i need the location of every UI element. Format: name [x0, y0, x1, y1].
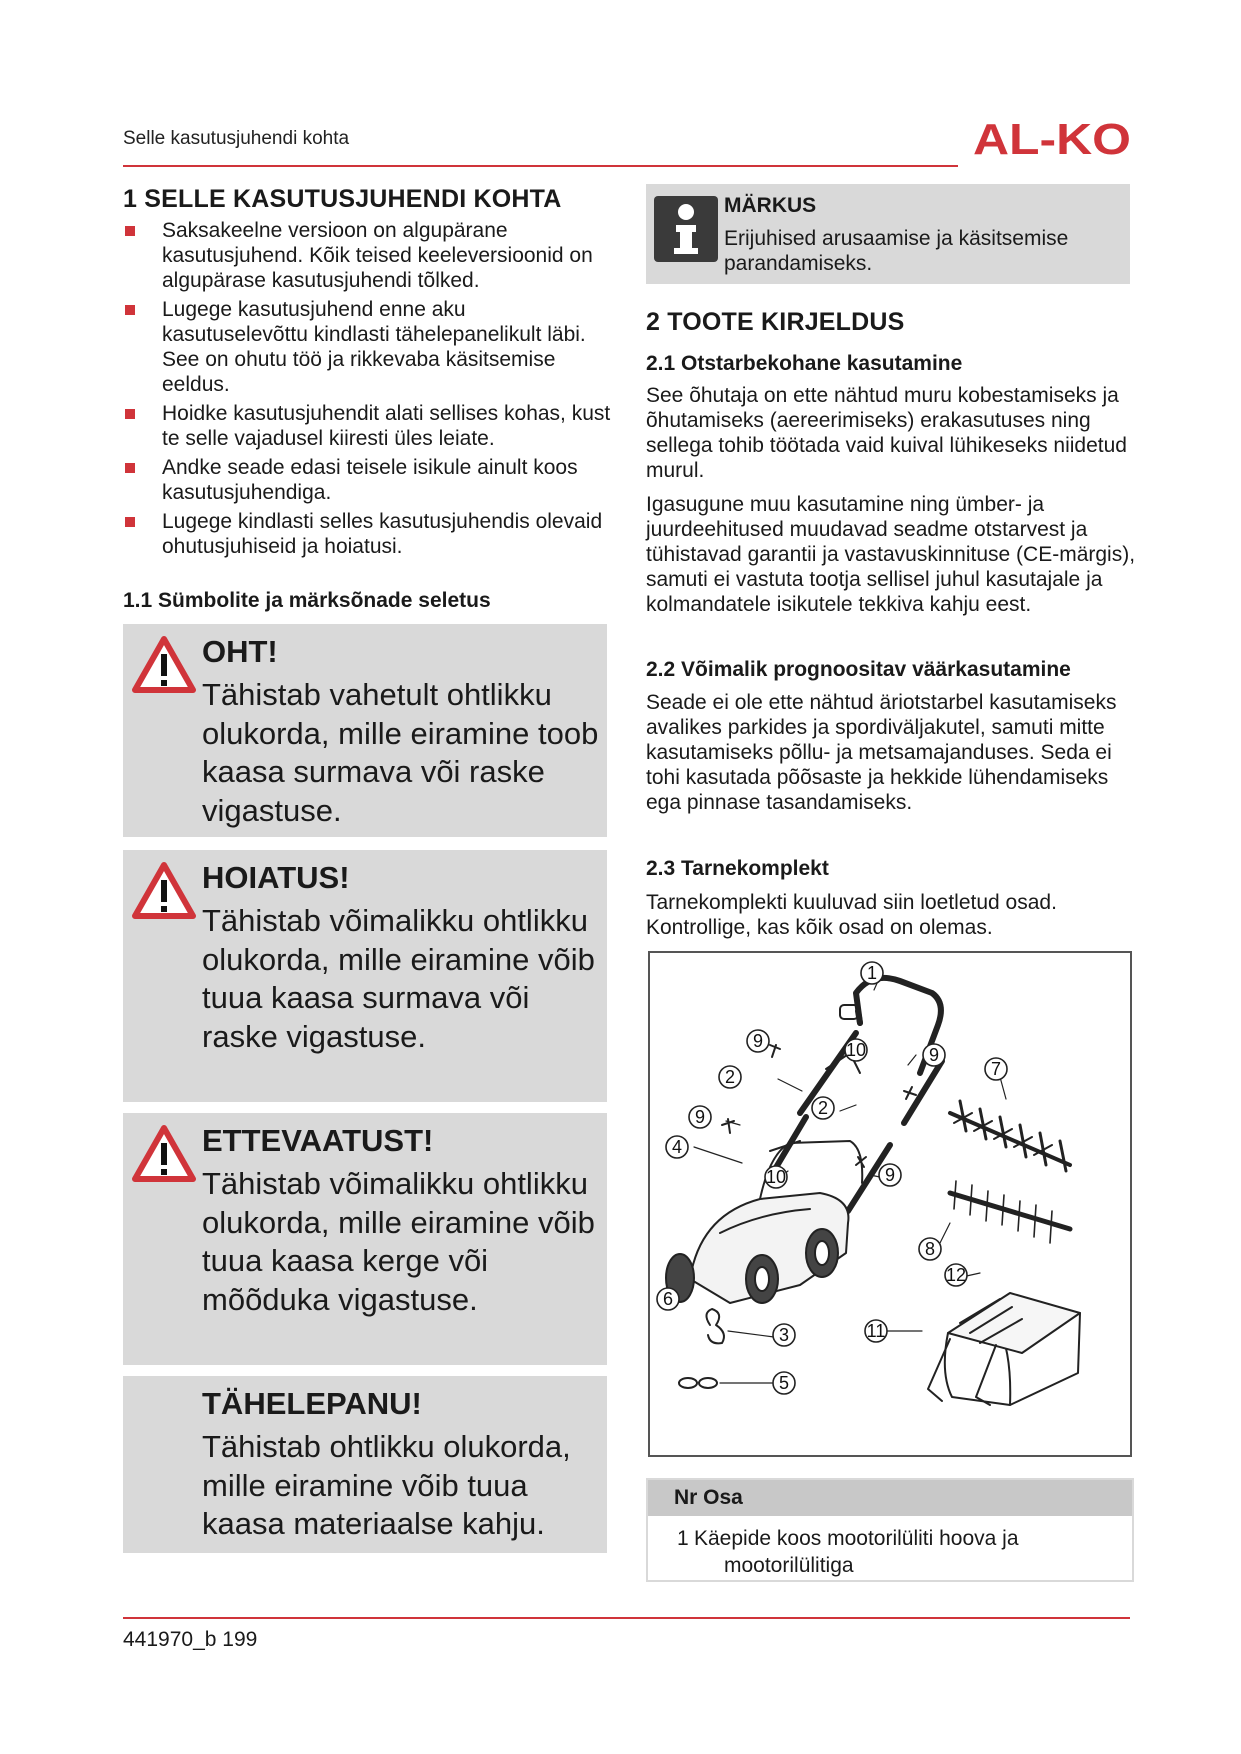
note-title: MÄRKUS: [724, 194, 817, 217]
list-item: Lugege kasutusjuhend enne aku kasutuselevõttu kindlasti tähelepanelikult läbi. See on ohutu töö ja rikkevaba käsitsemise eeldus.: [123, 297, 613, 397]
svg-text:10: 10: [845, 1040, 867, 1060]
note-text: Erijuhised arusaamise ja käsitsemise parandamiseks.: [724, 227, 1069, 275]
callout-7: [985, 1058, 1007, 1080]
paragraph: Seade ei ole ette nähtud äriotstarbel kasutamiseks avalikes parkides ja spordiväljakutel, samuti mitte kasutamiseks põllu- ja metsamajanduses. Seda ei tohi kasutada põõsaste ja hekkide lühendamiseks ega pinnase tasandamiseks.: [646, 691, 1117, 814]
warning-triangle-icon: [131, 1123, 197, 1185]
part-number: 1: [677, 1527, 689, 1550]
warning-box-caution: [123, 1113, 607, 1365]
section-1-title: 1 SELLE KASUTUSJUHENDI KOHTA: [123, 185, 562, 213]
intro-bullet-list: [123, 218, 613, 563]
section-2-title: 2 TOOTE KIRJELDUS: [646, 308, 905, 336]
warning-text: Tähistab võimalikku ohtlikku olukorda, mille eiramine võib tuua kaasa surmava või raske vigastuse.: [202, 903, 595, 1054]
svg-text:10: 10: [765, 1167, 787, 1187]
list-item: Lugege kindlasti selles kasutusjuhendis olevaid ohutusjuhiseid ja hoiatusi.: [123, 509, 613, 559]
list-item: Hoidke kasutusjuhendit alati sellises kohas, kust te selle vajadusel kiiresti üles leiate.: [123, 401, 613, 451]
scarifier-exploded-view: [650, 953, 1130, 1455]
paragraph: See õhutaja on ette nähtud muru kobestamiseks ja õhutamiseks (aereerimiseks) erakasutuses ning sellega tohib töötada vaid kuival lühikeseks niidetud murul.: [646, 384, 1127, 482]
warning-title: OHT!: [202, 634, 278, 669]
callout-9: [923, 1044, 945, 1066]
svg-text:6: 6: [662, 1289, 674, 1309]
svg-text:9: 9: [884, 1165, 896, 1185]
svg-text:12: 12: [945, 1265, 967, 1285]
warning-text: Tähistab võimalikku ohtlikku olukorda, mille eiramine võib tuua kaasa kerge või mõõduka vigastuse.: [202, 1166, 595, 1317]
brand-wordmark: AL-KO: [973, 115, 1131, 160]
warning-triangle-icon: [131, 860, 197, 922]
callout-4: [666, 1136, 688, 1158]
callout-9: [689, 1106, 711, 1128]
warning-box-notice: [123, 1376, 607, 1553]
svg-text:5: 5: [778, 1373, 790, 1393]
callout-2: [719, 1066, 741, 1088]
callout-9: [879, 1164, 901, 1186]
subsection-2-1-title: 2.1 Otstarbekohane kasutamine: [646, 352, 963, 375]
table-header: Nr Osa: [648, 1480, 1132, 1516]
warning-text: Tähistab ohtlikku olukorda, mille eiramine võib tuua kaasa materiaalse kahju.: [202, 1429, 571, 1541]
callout-2: [812, 1097, 834, 1119]
warning-box-warning: [123, 850, 607, 1102]
parts-illustration: [648, 951, 1132, 1457]
page-number: 441970_b 199: [123, 1628, 258, 1651]
callout-1: [861, 962, 883, 984]
callout-11: [865, 1320, 887, 1342]
callout-5: [773, 1372, 795, 1394]
part-name-line: mootorilülitiga: [724, 1554, 854, 1577]
svg-text:7: 7: [990, 1059, 1002, 1079]
footer-rule: [123, 1617, 1130, 1619]
callout-9: [747, 1030, 769, 1052]
svg-text:9: 9: [694, 1107, 706, 1127]
warning-title: HOIATUS!: [202, 860, 350, 895]
parts-table: [646, 1478, 1134, 1582]
list-item: Saksakeelne versioon on algupärane kasutusjuhend. Kõik teised keeleversioonid on algupärase kasutusjuhendi tõlked.: [123, 218, 613, 293]
part-name-line: Käepide koos mootorilüliti hoova ja: [694, 1527, 1019, 1550]
header-rule: [123, 165, 958, 167]
note-box: [646, 184, 1130, 284]
paragraph: Igasugune muu kasutamine ning ümber- ja juurdeehitused muudavad seadme otstarvest ja tühistavad garantii ja vastavuskinnituse (CE-märgis), samuti ei vastuta tootja sellisel juhul kasutajale ja kolmandatele isikutele tekkiva kahju eest.: [646, 493, 1136, 616]
callout-12: [945, 1264, 967, 1286]
warning-title: TÄHELEPANU!: [202, 1386, 422, 1421]
paragraph: Tarnekomplekti kuuluvad siin loetletud osad. Kontrollige, kas kõik osad on olemas.: [646, 891, 1057, 939]
callout-3: [773, 1324, 795, 1346]
running-header: Selle kasutusjuhendi kohta: [123, 128, 350, 149]
subsection-2-2-title: 2.2 Võimalik prognoositav väärkasutamine: [646, 658, 1071, 681]
list-item: Andke seade edasi teisele isikule ainult koos kasutusjuhendiga.: [123, 455, 613, 505]
svg-text:8: 8: [924, 1239, 936, 1259]
svg-text:11: 11: [866, 1321, 886, 1341]
warning-text: Tähistab vahetult ohtlikku olukorda, mille eiramine toob kaasa surmava või raske vigastuse.: [202, 677, 599, 828]
svg-text:9: 9: [928, 1045, 940, 1065]
svg-text:2: 2: [817, 1098, 829, 1118]
callout-6: [657, 1288, 679, 1310]
subsection-1-1-title: 1.1 Sümbolite ja märksõnade seletus: [123, 589, 491, 612]
warning-triangle-icon: [131, 634, 197, 696]
table-row: [648, 1516, 1132, 1580]
svg-text:2: 2: [724, 1067, 736, 1087]
svg-text:1: 1: [866, 963, 878, 983]
subsection-2-3-title: 2.3 Tarnekomplekt: [646, 857, 829, 880]
warning-box-danger: [123, 624, 607, 837]
callout-10: [845, 1039, 867, 1061]
callout-10: [765, 1166, 787, 1188]
callout-8: [919, 1238, 941, 1260]
svg-text:3: 3: [778, 1325, 790, 1345]
alko-logo: [973, 114, 1133, 160]
info-icon: [654, 196, 718, 262]
svg-text:4: 4: [671, 1137, 683, 1157]
svg-text:9: 9: [752, 1031, 764, 1051]
warning-title: ETTEVAATUST!: [202, 1123, 434, 1158]
